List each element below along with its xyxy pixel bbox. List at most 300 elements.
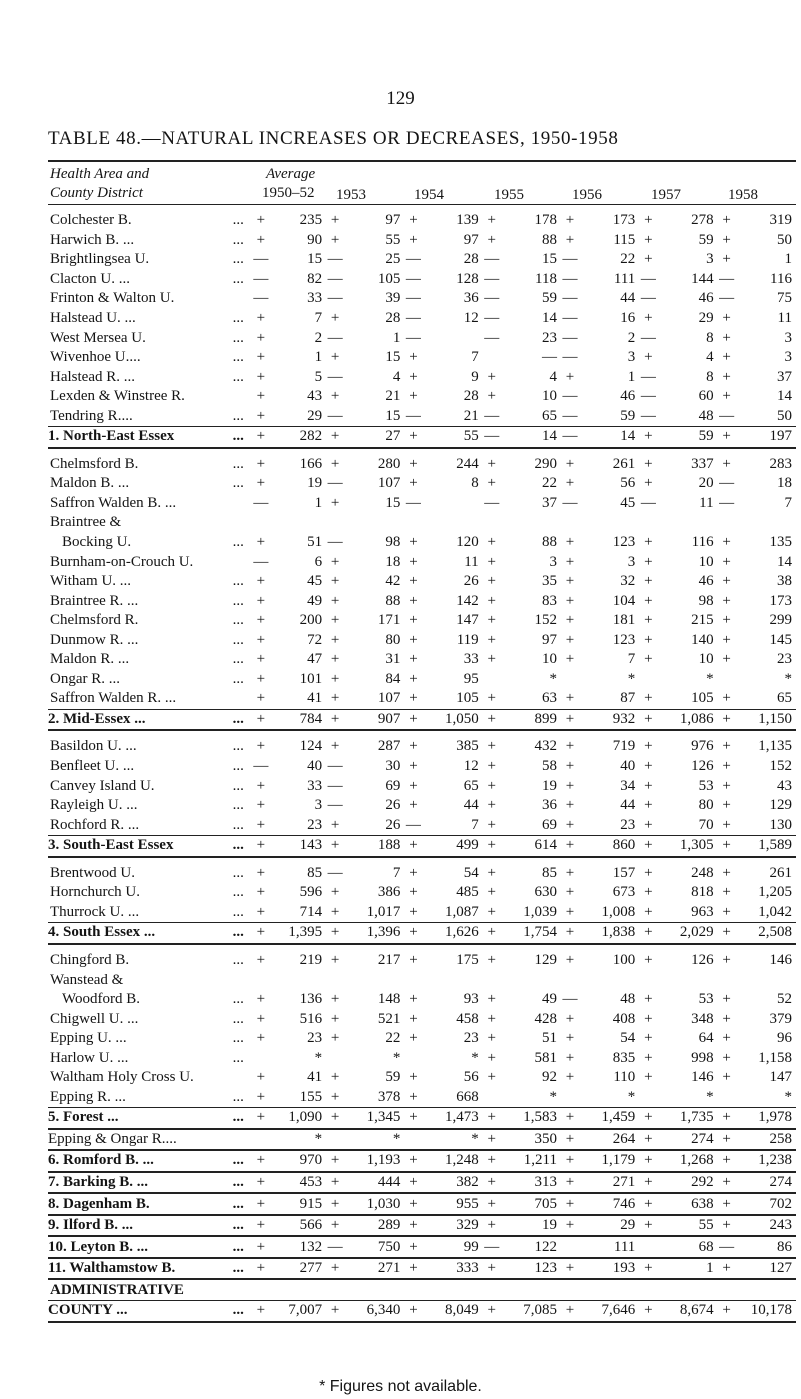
sign-cell: +: [404, 923, 422, 944]
value-cell: 3: [706, 251, 714, 268]
value-cell: 4: [549, 368, 557, 385]
value-cell: 59: [657, 427, 717, 448]
value-cell: 23: [541, 329, 557, 346]
leader-dots: ...: [232, 651, 244, 668]
value-cell: 92: [541, 1069, 557, 1086]
sign-cell: +: [409, 738, 418, 755]
leader-dots: ...: [232, 631, 244, 648]
grand-total-label-row: [48, 1279, 796, 1300]
sign-cell: +: [722, 777, 731, 794]
value-cell: *: [422, 1129, 482, 1151]
value-cell: 85: [307, 864, 323, 881]
value-cell: 39: [385, 290, 401, 307]
value-cell: 83: [541, 592, 557, 609]
value-cell: 7: [314, 310, 323, 326]
sign-cell: +: [256, 407, 266, 424]
value-cell: 282: [270, 427, 326, 448]
leader-dots: ...: [232, 1088, 244, 1105]
value-cell: 1: [784, 251, 792, 268]
sign-cell: +: [330, 651, 340, 668]
value-cell: 132: [270, 1236, 326, 1258]
sign-cell: +: [326, 1172, 344, 1194]
sign-cell: —: [327, 290, 343, 307]
district-label: 5. Forest ...: [48, 1109, 119, 1126]
leader-dots: ...: [232, 864, 244, 881]
table-row: [48, 1009, 796, 1029]
district-name: [48, 776, 252, 796]
value-cell: 60: [698, 388, 714, 405]
sign-cell: [404, 1129, 422, 1151]
district-name: [48, 689, 252, 709]
value-cell: 147: [769, 1069, 792, 1086]
value-cell: 129: [534, 951, 557, 968]
sign-cell: +: [404, 1236, 422, 1258]
district-label: Halstead U. ...: [50, 310, 136, 326]
value-cell: 499: [422, 835, 482, 856]
sign-cell: +: [409, 1010, 418, 1027]
sign-cell: +: [487, 212, 496, 229]
sign-cell: —: [253, 553, 269, 570]
value-cell: 1,158: [758, 1049, 792, 1066]
value-cell: 152: [534, 612, 557, 629]
district-name: [48, 367, 252, 387]
value-cell: 970: [270, 1150, 326, 1172]
sign-cell: +: [330, 310, 340, 326]
value-cell: 382: [422, 1172, 482, 1194]
value-cell: 82: [307, 270, 323, 287]
value-cell: 34: [620, 777, 636, 794]
value-cell: 280: [377, 455, 401, 472]
district-label: Saffron Walden R. ...: [50, 690, 177, 707]
sign-cell: +: [644, 903, 653, 920]
district-label: 6. Romford B. ...: [48, 1152, 154, 1169]
sign-cell: +: [256, 231, 266, 248]
value-cell: 329: [422, 1215, 482, 1237]
sign-cell: +: [718, 1172, 736, 1194]
sign-cell: +: [565, 1069, 575, 1086]
leader-dots: ...: [232, 270, 244, 287]
sign-cell: [483, 970, 501, 990]
sign-cell: +: [330, 991, 340, 1008]
sign-cell: +: [256, 1030, 266, 1047]
district-label: Halstead R. ...: [50, 368, 135, 385]
sign-cell: +: [256, 884, 266, 901]
sign-cell: +: [252, 835, 270, 856]
sign-cell: —: [327, 407, 343, 424]
sign-cell: [561, 513, 579, 533]
sign-cell: +: [326, 1193, 344, 1215]
district-name: [48, 835, 252, 856]
value-cell: 80: [385, 631, 401, 648]
value-cell: 907: [344, 709, 404, 730]
value-cell: 37: [541, 494, 557, 511]
value-cell: 432: [534, 738, 557, 755]
value-cell: 88: [385, 592, 401, 609]
header-average-line2: 1950–52: [262, 185, 315, 201]
district-name: [48, 650, 252, 670]
table-row: [48, 689, 796, 709]
sign-cell: —: [562, 251, 578, 268]
sign-cell: +: [722, 553, 731, 570]
sign-cell: +: [639, 1193, 657, 1215]
leader-dots: ...: [232, 612, 244, 629]
value-cell: 97: [541, 631, 557, 648]
value-cell: 2: [314, 329, 323, 346]
sign-cell: +: [644, 758, 653, 775]
value-cell: 126: [691, 758, 714, 775]
sign-cell: —: [405, 494, 421, 511]
value-cell: 8: [706, 329, 714, 346]
district-name: [48, 923, 252, 944]
district-name: [48, 903, 252, 923]
leader-dots: ...: [232, 368, 244, 385]
sign-cell: +: [644, 951, 653, 968]
sign-cell: —: [562, 310, 578, 326]
sign-cell: +: [330, 1010, 340, 1027]
district-name: [48, 250, 252, 270]
district-label: Woodford B.: [62, 991, 140, 1008]
sign-cell: +: [561, 835, 579, 856]
page-number: 129: [386, 88, 415, 109]
value-cell: 97: [385, 212, 401, 229]
sign-cell: +: [256, 1088, 266, 1105]
value-cell: 43: [307, 388, 323, 405]
value-cell: 8,674: [657, 1300, 717, 1321]
value-cell: 18: [777, 475, 792, 492]
value-cell: 53: [698, 777, 714, 794]
sign-cell: +: [409, 592, 418, 609]
value-cell: 65: [463, 777, 479, 794]
district-name: [48, 1009, 252, 1029]
table-row: [48, 348, 796, 368]
sign-cell: +: [483, 1193, 501, 1215]
sign-cell: +: [330, 951, 340, 968]
value-cell: 3: [784, 329, 792, 346]
district-name: [48, 1068, 252, 1088]
value-cell: 32: [620, 573, 636, 590]
value-cell: 21: [463, 407, 479, 424]
value-cell: 53: [698, 991, 714, 1008]
sign-cell: +: [565, 1030, 575, 1047]
value-cell: 348: [691, 1010, 714, 1027]
table-row: [48, 1048, 796, 1068]
value-cell: 45: [620, 494, 636, 511]
value-cell: 143: [270, 835, 326, 856]
value-cell: 3: [627, 553, 636, 570]
value-cell: 111: [613, 270, 636, 287]
value-cell: 1,150: [736, 709, 796, 730]
value-cell: 7: [627, 651, 636, 668]
leader-dots: ...: [232, 777, 244, 794]
leader-dots: ...: [232, 884, 244, 901]
sign-cell: +: [409, 758, 418, 775]
table-row: [48, 289, 796, 309]
district-label: 10. Leyton B. ...: [48, 1238, 149, 1255]
value-cell: 90: [307, 231, 323, 248]
value-cell: 8: [706, 368, 714, 385]
value-cell: 171: [377, 612, 401, 629]
sign-cell: +: [639, 1150, 657, 1172]
value-cell: 746: [579, 1193, 639, 1215]
sign-cell: +: [561, 1300, 579, 1321]
sign-cell: —: [327, 534, 343, 551]
value-cell: 98: [385, 534, 401, 551]
value-cell: 51: [541, 1030, 557, 1047]
table-header: [48, 162, 796, 204]
district-label: Basildon U. ...: [50, 738, 137, 755]
value-cell: *: [471, 1049, 479, 1066]
leader-dots: ...: [232, 924, 244, 941]
sign-cell: +: [722, 651, 731, 668]
value-cell: 714: [299, 903, 323, 920]
value-cell: [579, 970, 639, 990]
table-row: [48, 406, 796, 426]
value-cell: 596: [299, 884, 323, 901]
value-cell: 1,345: [344, 1108, 404, 1129]
district-name: [48, 591, 252, 611]
value-cell: 379: [769, 1010, 792, 1027]
table-row: [48, 1129, 796, 1151]
value-cell: 95: [463, 670, 479, 687]
value-cell: 175: [456, 951, 479, 968]
header-average-line1: Average: [266, 166, 316, 182]
sign-cell: +: [409, 884, 418, 901]
subtotal-row: [48, 1193, 796, 1215]
sign-cell: +: [639, 1215, 657, 1237]
value-cell: 1: [657, 1258, 717, 1280]
value-cell: 130: [769, 816, 792, 833]
sign-cell: +: [487, 368, 496, 385]
grand-total-label-line1: ADMINISTRATIVE: [50, 1281, 184, 1298]
value-cell: 1,396: [344, 923, 404, 944]
value-cell: 453: [270, 1172, 326, 1194]
value-cell: 88: [541, 231, 557, 248]
sign-cell: +: [409, 690, 418, 707]
table-row: [48, 309, 796, 329]
sign-cell: [252, 1129, 270, 1151]
value-cell: *: [392, 1049, 401, 1066]
value-cell: 35: [541, 573, 557, 590]
sign-cell: +: [487, 816, 496, 833]
district-label: Colchester B.: [50, 212, 132, 229]
subtotal-row: [48, 1236, 796, 1258]
value-cell: 49: [541, 991, 557, 1008]
value-cell: 26: [385, 797, 401, 814]
table-row: [48, 533, 796, 553]
district-label: Hornchurch U.: [50, 884, 140, 901]
table-sheet: [48, 160, 796, 1323]
sign-cell: +: [483, 923, 501, 944]
sign-cell: +: [722, 690, 731, 707]
sign-cell: +: [487, 797, 496, 814]
table-row: [48, 903, 796, 923]
sign-cell: +: [565, 1010, 575, 1027]
sign-cell: +: [561, 1193, 579, 1215]
sign-cell: +: [644, 212, 653, 229]
value-cell: 93: [463, 991, 479, 1008]
value-cell: 9: [471, 368, 479, 385]
value-cell: 55: [422, 427, 482, 448]
district-name: [48, 289, 252, 309]
sign-cell: +: [644, 991, 653, 1008]
district-label: Burnham-on-Crouch U.: [50, 553, 194, 570]
sign-cell: [252, 970, 270, 990]
value-cell: 19: [541, 777, 557, 794]
value-cell: 1,248: [422, 1150, 482, 1172]
sign-cell: +: [326, 427, 344, 448]
sign-cell: +: [409, 475, 418, 492]
value-cell: 23: [620, 816, 636, 833]
sign-cell: +: [256, 951, 266, 968]
sign-cell: +: [483, 1108, 501, 1129]
leader-dots: ...: [232, 349, 244, 366]
sign-cell: +: [330, 494, 340, 511]
district-label: Waltham Holy Cross U.: [50, 1069, 194, 1086]
sign-cell: [252, 1048, 270, 1068]
sign-cell: [718, 513, 736, 533]
leader-dots: ...: [232, 310, 244, 326]
value-cell: 2: [627, 329, 636, 346]
district-label: Rayleigh U. ...: [50, 797, 138, 814]
data-table: [48, 205, 796, 1323]
value-cell: 998: [691, 1049, 714, 1066]
sign-cell: —: [719, 407, 735, 424]
sign-cell: +: [487, 991, 496, 1008]
table-row: [48, 387, 796, 407]
sign-cell: +: [565, 612, 575, 629]
value-cell: 1,090: [270, 1108, 326, 1129]
value-cell: 101: [299, 670, 323, 687]
sign-cell: +: [326, 709, 344, 730]
sign-cell: —: [326, 1236, 344, 1258]
value-cell: 337: [691, 455, 714, 472]
value-cell: 10: [541, 388, 557, 405]
value-cell: 638: [657, 1193, 717, 1215]
value-cell: 59: [541, 290, 557, 307]
value-cell: 46: [620, 388, 636, 405]
sign-cell: +: [722, 310, 731, 326]
value-cell: 28: [463, 251, 479, 268]
district-name: [48, 1215, 252, 1237]
value-cell: *: [706, 670, 714, 687]
value-cell: 955: [422, 1193, 482, 1215]
sign-cell: +: [644, 455, 653, 472]
sign-cell: +: [565, 592, 575, 609]
sign-cell: +: [722, 251, 731, 268]
district-label: Rochford R. ...: [50, 816, 140, 833]
district-label: Maldon B. ...: [50, 475, 130, 492]
table-row: [48, 552, 796, 572]
district-name: [48, 815, 252, 835]
value-cell: 12: [463, 758, 479, 775]
value-cell: [657, 513, 717, 533]
sign-cell: +: [409, 631, 418, 648]
sign-cell: +: [565, 651, 575, 668]
sign-cell: +: [487, 231, 496, 248]
sign-cell: —: [484, 290, 500, 307]
sign-cell: —: [640, 329, 656, 346]
value-cell: 20: [698, 475, 714, 492]
table-row: [48, 611, 796, 631]
value-cell: 75: [777, 290, 792, 307]
value-cell: 19: [307, 475, 323, 492]
district-label: Maldon R. ...: [50, 651, 130, 668]
value-cell: 98: [698, 592, 714, 609]
sign-cell: +: [483, 1215, 501, 1237]
value-cell: 44: [620, 290, 636, 307]
sign-cell: +: [256, 388, 266, 405]
table-row: [48, 650, 796, 670]
value-cell: 54: [620, 1030, 636, 1047]
subtotal-row: [48, 1108, 796, 1129]
sign-cell: [483, 513, 501, 533]
subtotal-row: [48, 1172, 796, 1194]
sign-cell: +: [404, 835, 422, 856]
sign-cell: +: [565, 797, 575, 814]
table-row: [48, 572, 796, 592]
sign-cell: +: [330, 631, 340, 648]
value-cell: 29: [307, 407, 323, 424]
sign-cell: +: [644, 651, 653, 668]
value-cell: 1,735: [657, 1108, 717, 1129]
sign-cell: +: [404, 1193, 422, 1215]
value-cell: [344, 513, 404, 533]
value-cell: 319: [769, 212, 792, 229]
value-cell: 1,008: [601, 903, 636, 920]
sign-cell: —: [640, 290, 656, 307]
sign-cell: +: [722, 951, 731, 968]
leader-dots: ...: [232, 1195, 244, 1212]
value-cell: 7: [471, 349, 479, 366]
sign-cell: +: [404, 427, 422, 448]
value-cell: 290: [534, 455, 557, 472]
sign-cell: +: [487, 738, 496, 755]
value-cell: 155: [299, 1088, 323, 1105]
sign-cell: [326, 1048, 344, 1068]
leader-dots: ...: [232, 1238, 244, 1255]
value-cell: 85: [541, 864, 557, 881]
sign-cell: [326, 513, 344, 533]
sign-cell: —: [327, 251, 343, 268]
value-cell: 2,508: [736, 923, 796, 944]
sign-cell: +: [487, 903, 496, 920]
value-cell: 1,305: [657, 835, 717, 856]
sign-cell: +: [718, 427, 736, 448]
value-cell: 428: [534, 1010, 557, 1027]
value-cell: 264: [579, 1129, 639, 1151]
sign-cell: [718, 970, 736, 990]
value-cell: 287: [377, 738, 401, 755]
sign-cell: +: [256, 903, 266, 920]
value-cell: 521: [377, 1010, 401, 1027]
value-cell: 33: [307, 777, 323, 794]
value-cell: 1,459: [579, 1108, 639, 1129]
header-area-line2: County District: [50, 185, 143, 201]
sign-cell: +: [409, 349, 418, 366]
table-row: [48, 990, 796, 1010]
district-name: [48, 1048, 252, 1068]
value-cell: 1,589: [736, 835, 796, 856]
value-cell: 70: [698, 816, 714, 833]
sign-cell: +: [644, 631, 653, 648]
district-name: [48, 990, 252, 1010]
value-cell: 12: [463, 310, 479, 326]
value-cell: 23: [463, 1030, 479, 1047]
sign-cell: +: [718, 923, 736, 944]
table-row: [48, 513, 796, 533]
sign-cell: +: [722, 991, 731, 1008]
sign-cell: —: [719, 270, 735, 287]
